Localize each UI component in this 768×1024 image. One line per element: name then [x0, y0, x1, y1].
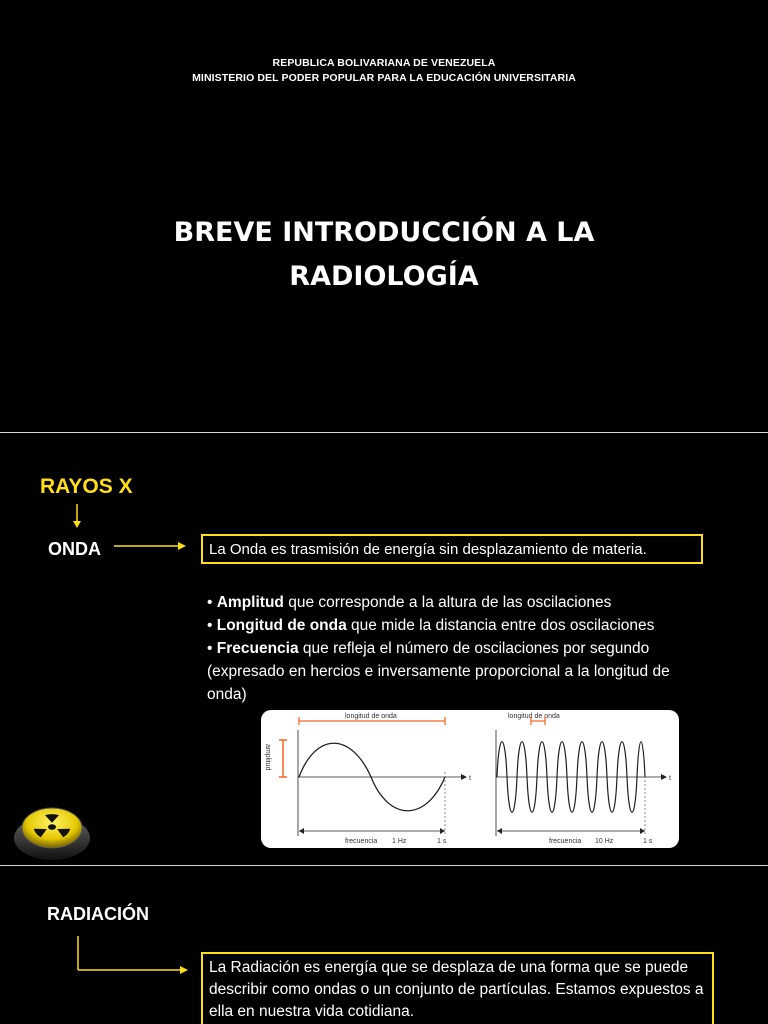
radiacion-definition-box [201, 952, 714, 1024]
bullet-text: que mide la distancia entre dos oscilaciones [346, 617, 655, 634]
wave-properties-list [207, 591, 697, 706]
left-top-label: longitud de onda [345, 713, 397, 720]
bullet-text: que refleja el número de oscilaciones por segundo (expresado en hercios e inversamente proporcional a la longitud de onda) [207, 640, 670, 703]
slide-title-line-1: BREVE INTRODUCCIÓN A LA [173, 217, 595, 248]
onda-definition-text: La Onda es trasmisión de energía sin desplazamiento de materia. [209, 541, 647, 558]
right-arrow-icon [76, 936, 192, 976]
right-time-label: 1 s [643, 838, 653, 845]
radiacion-definition-text: La Radiación es energía que se desplaza de una forma que se puede describir como ondas o un conjunto de partículas. Estamos expuestos a ella en nuestra vida cotidiana. [209, 959, 704, 1020]
down-arrow-icon [70, 503, 84, 529]
slide-title-line-2: RADIOLOGÍA [289, 261, 479, 292]
bullet-term: Frecuencia [216, 640, 299, 657]
rayos-x-heading: RAYOS X [40, 475, 133, 498]
bullet-term: Longitud de onda [216, 617, 347, 634]
radiacion-heading: RADIACIÓN [47, 904, 149, 924]
bullet-longitud: • Longitud de onda que mide la distancia entre dos oscilaciones [207, 617, 655, 634]
radiation-button-icon [12, 798, 96, 864]
wave-diagram-graphic [261, 710, 679, 848]
left-bottom-label: frecuencia [345, 838, 378, 845]
wave-diagram [261, 710, 679, 848]
radiacion-slide [0, 866, 768, 1024]
left-axis-label: t [469, 775, 471, 782]
bullet-amplitud: • Amplitud que corresponde a la altura de las oscilaciones [207, 594, 612, 611]
onda-definition-box [201, 534, 703, 564]
rayos-x-slide [0, 433, 768, 865]
amplitude-label: amplitud [264, 744, 271, 771]
institution-line-1: REPUBLICA BOLIVARIANA DE VENEZUELA [272, 57, 496, 69]
right-bottom-label: frecuencia [549, 838, 582, 845]
title-slide [0, 0, 768, 432]
bullet-text: que corresponde a la altura de las oscilaciones [283, 594, 612, 611]
right-axis-label: t [669, 775, 671, 782]
left-time-label: 1 s [437, 838, 447, 845]
onda-heading: ONDA [48, 539, 101, 559]
right-freq-label: 10 Hz [595, 838, 614, 845]
right-top-label: longitud de onda [508, 713, 560, 720]
institution-line-2: MINISTERIO DEL PODER POPULAR PARA LA EDUCACIÓN UNIVERSITARIA [192, 72, 576, 84]
left-freq-label: 1 Hz [392, 838, 407, 845]
right-arrow-icon [114, 540, 188, 552]
bullet-frecuencia: • Frecuencia que refleja el número de oscilaciones por segundo (expresado en hercios e inversamente proporcional a la longitud de onda) [207, 640, 670, 703]
bullet-term: Amplitud [216, 594, 284, 611]
